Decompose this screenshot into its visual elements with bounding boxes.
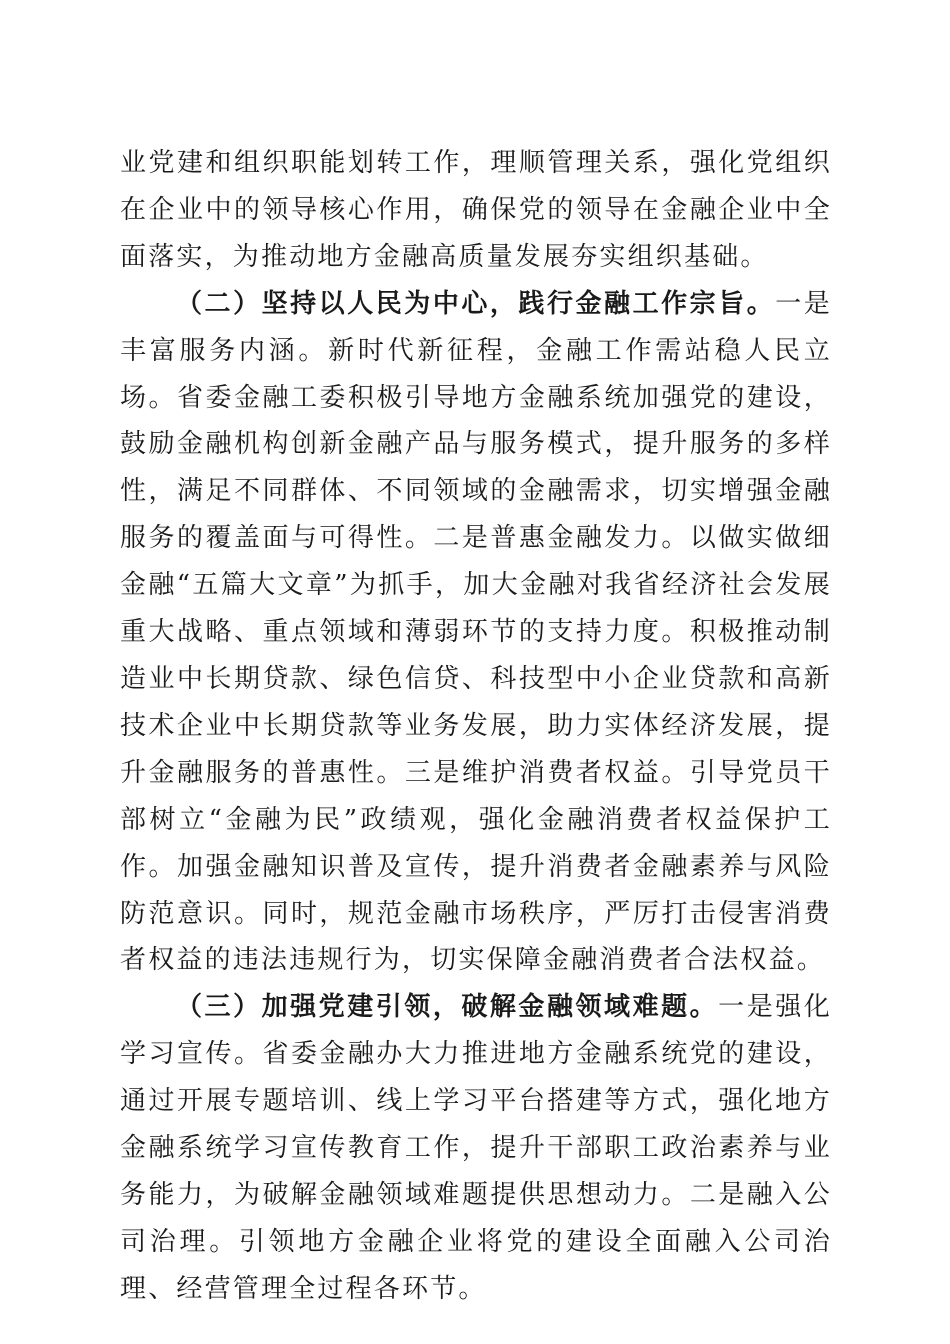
paragraph-continuation: [120, 140, 832, 281]
paragraph-text: 一是强化学习宣传。省委金融办大力推进地方金融系统党的建设，通过开展专题培训、线上学习平台搭建等方式，强化地方金融系统学习宣传教育工作，提升干部职工政治素养与业务能力，为破解金融领域难题提供思想动力。二是融入公司治理。引领地方金融企业将党的建设全面融入公司治理、经营管理全过程各环节。: [120, 992, 832, 1304]
paragraph-section-2: [120, 281, 832, 985]
document-body: [120, 140, 832, 1313]
paragraph-text: 一是丰富服务内涵。新时代新征程，金融工作需站稳人民立场。省委金融工委积极引导地方金融系统加强党的建设，鼓励金融机构创新金融产品与服务模式，提升服务的多样性，满足不同群体、不同领域的金融需求，切实增强金融服务的覆盖面与可得性。二是普惠金融发力。以做实做细金融“五篇大文章”为抓手，加大金融对我省经济社会发展重大战略、重点领域和薄弱环节的支持力度。积极推动制造业中长期贷款、绿色信贷、科技型中小企业贷款和高新技术企业中长期贷款等业务发展，助力实体经济发展，提升金融服务的普惠性。三是维护消费者权益。引导党员干部树立“金融为民”政绩观，强化金融消费者权益保护工作。加强金融知识普及宣传，提升消费者金融素养与风险防范意识。同时，规范金融市场秩序，严厉打击侵害消费者权益的违法违规行为，切实保障金融消费者合法权益。: [120, 288, 833, 976]
section-heading: （三）加强党建引领，破解金融领域难题。: [176, 992, 719, 1023]
section-heading: （二）坚持以人民为中心，践行金融工作宗旨。: [176, 288, 776, 319]
paragraph-text: 业党建和组织职能划转工作，理顺管理关系，强化党组织在企业中的领导核心作用，确保党的领导在金融企业中全面落实，为推动地方金融高质量发展夯实组织基础。: [120, 148, 832, 272]
paragraph-section-3: [120, 984, 832, 1312]
